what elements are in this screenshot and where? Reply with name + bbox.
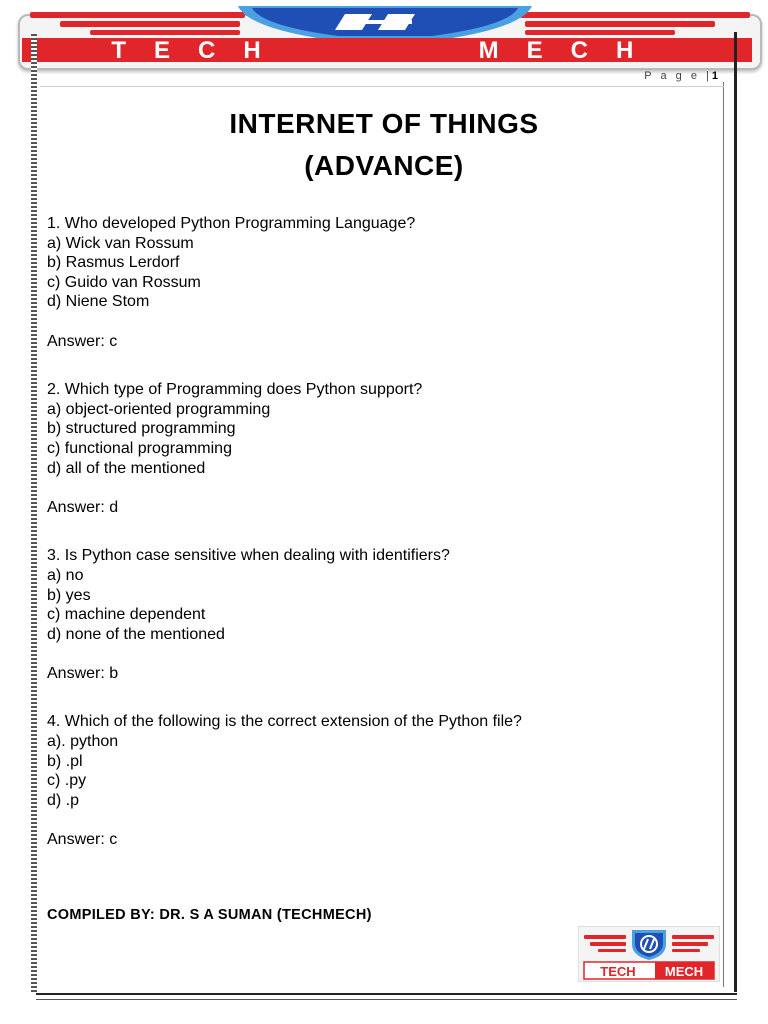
option: d) Niene Stom [47, 293, 150, 311]
left-wing-icon [30, 12, 245, 35]
page-number [644, 70, 718, 82]
page-subtitle: (ADVANCE) [304, 150, 464, 181]
option: d) none of the mentioned [47, 625, 225, 643]
header-rule [40, 86, 724, 87]
option: c) functional programming [47, 439, 232, 457]
option: b) structured programming [47, 420, 236, 438]
question-block [47, 712, 717, 849]
question-text: 1. Who developed Python Programming Language? [47, 215, 416, 232]
option: d) .p [47, 791, 80, 809]
quiz-content [47, 214, 717, 879]
footer-logo-right-text: MECH [664, 964, 704, 979]
option: c) machine dependent [47, 606, 206, 624]
option: a) Wick van Rossum [47, 234, 194, 252]
page-border-bottom [36, 993, 737, 1000]
answer-text: Answer: b [47, 664, 119, 682]
question-block [47, 546, 717, 683]
header [0, 0, 768, 68]
option: c) .py [47, 772, 87, 790]
question-block [47, 380, 717, 517]
option: a) no [47, 566, 84, 584]
answer-text: Answer: c [47, 831, 118, 849]
footer-logo-left-text: TECH [600, 964, 636, 979]
question-block [47, 214, 717, 351]
right-wing-icon [520, 12, 750, 35]
page-border-inner [723, 82, 724, 987]
techmech-footer-logo [578, 926, 720, 982]
shield-icon [238, 6, 532, 40]
option: d) all of the mentioned [47, 459, 206, 477]
option: c) Guido van Rossum [47, 273, 201, 291]
page-label: P a g e | [644, 70, 712, 82]
techmech-banner-logo [0, 0, 768, 68]
page-number-value: 1 [711, 70, 718, 82]
brand-right-text: MECH [478, 37, 662, 64]
question-text: 2. Which type of Programming does Python support? [47, 381, 423, 399]
question-text: 4. Which of the following is the correct extension of the Python file? [47, 713, 522, 731]
compiled-by: COMPILED BY: DR. S A SUMAN (TECHMECH) [47, 907, 372, 923]
option: b) .pl [47, 752, 83, 770]
option: b) yes [47, 586, 91, 604]
page-title: INTERNET OF THINGS [229, 108, 539, 139]
option: b) Rasmus Lerdorf [47, 254, 180, 272]
answer-text: Answer: c [47, 332, 118, 350]
question-text: 3. Is Python case sensitive when dealing with identifiers? [47, 547, 450, 565]
brand-left-text: TECH [111, 37, 289, 64]
option: a). python [47, 733, 119, 751]
option: a) object-oriented programming [47, 400, 271, 418]
answer-text: Answer: d [47, 498, 119, 516]
